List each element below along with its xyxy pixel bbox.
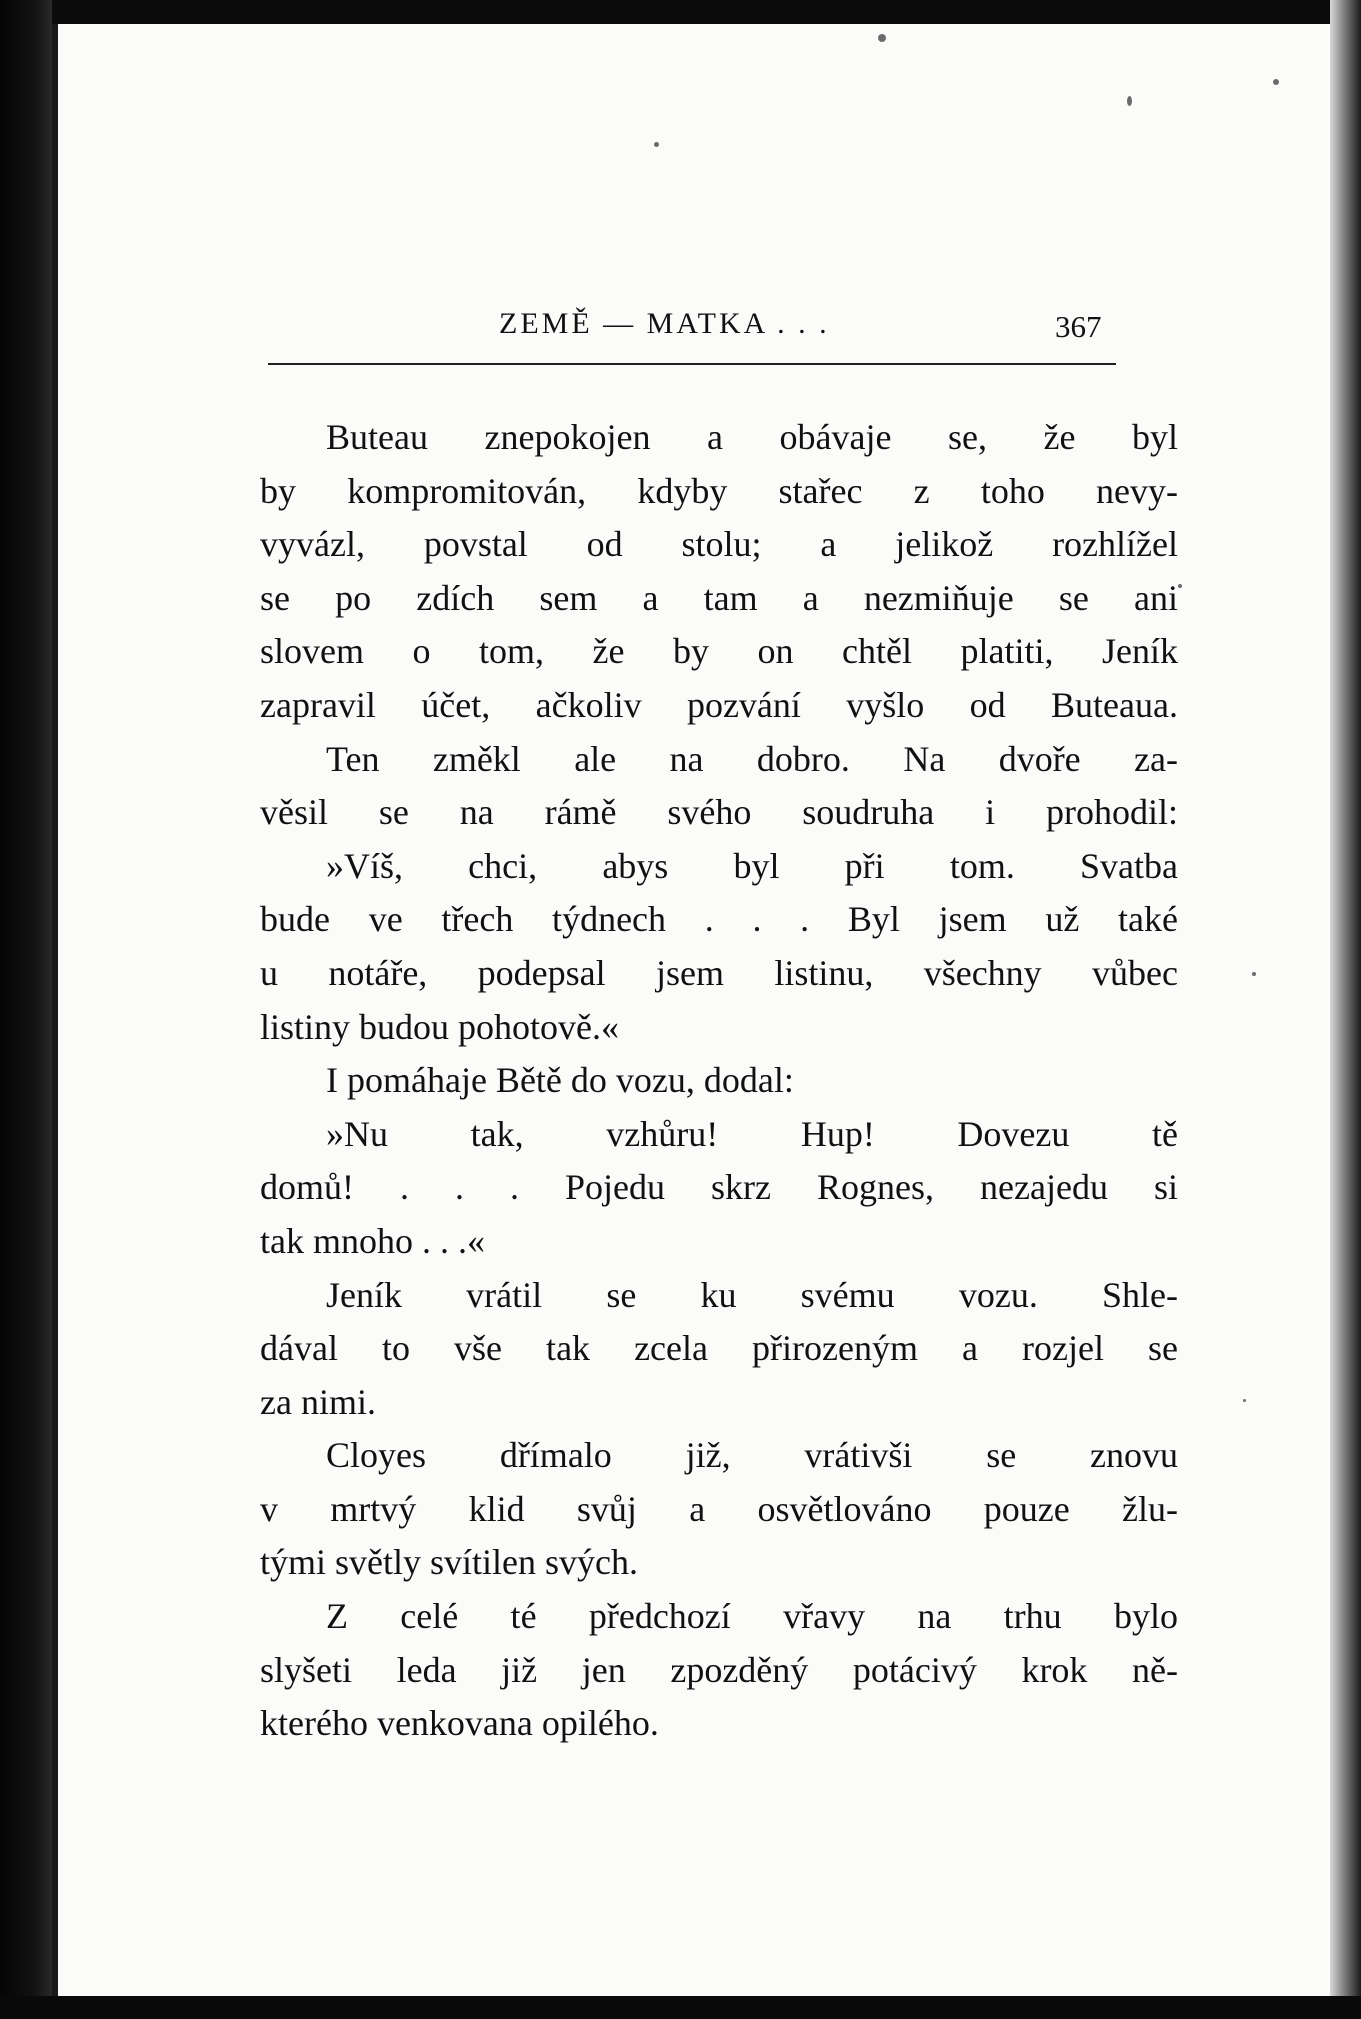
- text-line: vyvázl, povstal od stolu; a jelikož rozhlížel: [260, 524, 1178, 565]
- page-right-edge: [1330, 0, 1361, 2019]
- scan-speck: [1252, 972, 1256, 976]
- text-line: za nimi.: [260, 1381, 376, 1422]
- scan-speck: [1243, 1399, 1246, 1402]
- text-line: Ten změkl ale na dobro. Na dvoře za-: [326, 738, 1178, 779]
- text-line: slyšeti leda již jen zpozděný potácivý krok ně-: [260, 1649, 1178, 1690]
- text-line: Cloyes dřímalo již, vrátivši se znovu: [326, 1435, 1178, 1476]
- header-rule: [268, 363, 1116, 365]
- text-line: v mrtvý klid svůj a osvětlováno pouze žlu-: [260, 1488, 1178, 1529]
- text-line: dával to vše tak zcela přirozeným a rozjel se: [260, 1328, 1178, 1369]
- text-line: by kompromitován, kdyby stařec z toho nevy-: [260, 470, 1178, 511]
- text-line: listiny budou pohotově.«: [260, 1006, 619, 1047]
- text-line: se po zdích sem a tam a nezmiňuje se ani: [260, 577, 1178, 618]
- body-text: [260, 411, 1178, 1751]
- book-binding-edge: [0, 0, 52, 2019]
- text-line: I pomáhaje Bětě do vozu, dodal:: [326, 1060, 794, 1101]
- text-line: Jeník vrátil se ku svému vozu. Shle-: [326, 1274, 1178, 1315]
- page-bottom-edge: [0, 1996, 1361, 2019]
- text-line: Buteau znepokojen a obávaje se, že byl: [326, 417, 1178, 457]
- text-line: zapravil účet, ačkoliv pozvání vyšlo od Buteaua.: [260, 684, 1178, 725]
- text-line: věsil se na rámě svého soudruha i prohodil:: [260, 792, 1178, 833]
- text-line: tými světly svítilen svých.: [260, 1542, 638, 1583]
- text-line: domů! . . . Pojedu skrz Rognes, nezajedu si: [260, 1167, 1178, 1208]
- text-line: Z celé té předchozí vřavy na trhu bylo: [326, 1596, 1178, 1637]
- scan-speck: [1178, 584, 1182, 588]
- page-header: [58, 307, 1336, 347]
- scan-speck: [654, 142, 659, 147]
- text-line: bude ve třech týdnech . . . Byl jsem už také: [260, 899, 1178, 940]
- book-page: [52, 24, 1336, 1996]
- scan-speck: [1127, 96, 1132, 106]
- text-line: »Nu tak, vzhůru! Hup! Dovezu tě: [326, 1113, 1178, 1154]
- page-number: 367: [1055, 309, 1102, 344]
- text-line: »Víš, chci, abys byl při tom. Svatba: [326, 845, 1178, 886]
- text-line: slovem o tom, že by on chtěl platiti, Jeník: [260, 631, 1178, 672]
- text-line: tak mnoho . . .«: [260, 1220, 485, 1261]
- scan-speck: [878, 34, 886, 42]
- text-line: u notáře, podepsal jsem listinu, všechny vůbec: [260, 952, 1178, 993]
- running-title: ZEMĚ — MATKA . . .: [499, 307, 830, 340]
- scan-speck: [1273, 79, 1279, 85]
- text-line: kterého venkovana opilého.: [260, 1703, 659, 1744]
